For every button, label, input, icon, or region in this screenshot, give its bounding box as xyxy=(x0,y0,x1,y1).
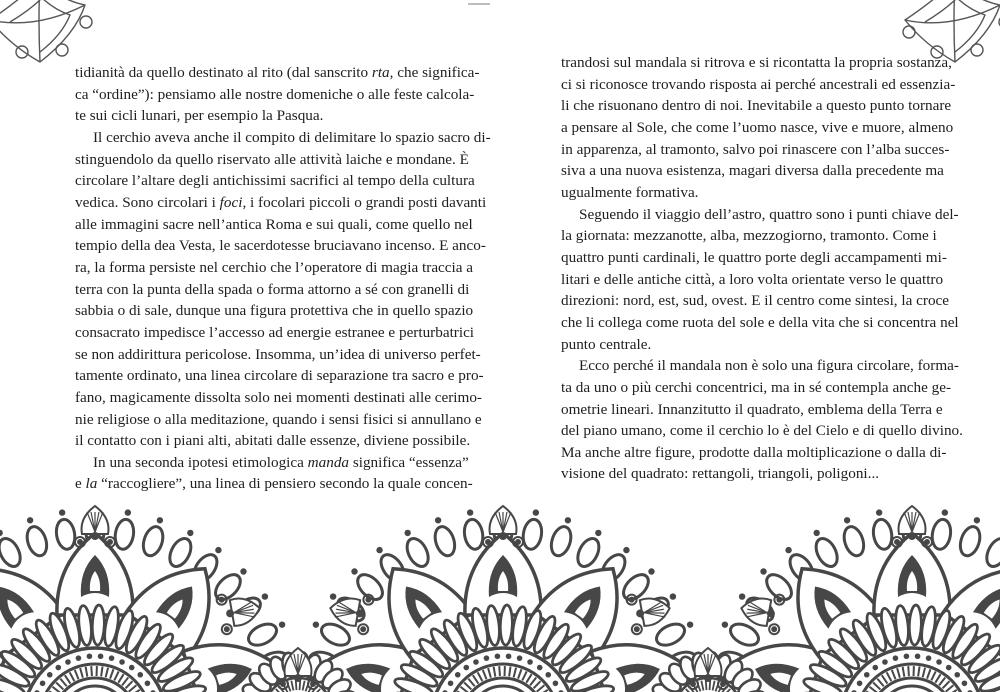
text-line: il contatto con i piani alti, abitati dalle essenze, diviene possibile. xyxy=(75,432,471,450)
text-line: tidianità da quello destinato al rito (dal sanscrito rta, che significa- xyxy=(75,64,480,81)
text-line: direzioni: nord, est, sud, ovest. E il centro come sintesi, la croce xyxy=(561,292,950,310)
text-line: a pensare al Sole, che come l’uomo nasce, vive e muore, almeno xyxy=(561,118,954,136)
text-line: nie religiose o alla meditazione, quando i sensi fisici si annullano e xyxy=(75,410,482,428)
text-line: fano, magicamente dissolta solo nei momenti destinati alle cerimo- xyxy=(75,388,482,406)
left-page-text xyxy=(75,62,491,495)
text-line: ci si riconosce trovando risposta ai perché ancestrali ed essenzia- xyxy=(561,75,956,93)
text-line: se non addirittura pericolose. Insomma, un’idea di universo perfet- xyxy=(75,345,481,363)
text-line: siva a una nuova esistenza, magari diversa dalla precedente ma xyxy=(561,162,944,180)
text-line: circolare l’altare degli antichissimi sacrifici al tempo della cultura xyxy=(75,172,475,190)
text-line: ra, la forma persiste nel cerchio che l’operatore di magia traccia a xyxy=(75,258,474,276)
right-page-text xyxy=(561,52,963,485)
text-line: alle immagini sacre nell’antica Roma e sui quali, come quello nel xyxy=(75,215,473,233)
text-line: ometrie lineari. Innanzitutto il quadrato, emblema della Terra e xyxy=(561,400,943,418)
text-line: litari e delle antiche città, a loro volta orientate verso le quattro xyxy=(561,270,944,288)
text-line: In una seconda ipotesi etimologica manda significa “essenza” xyxy=(93,453,469,471)
text-line: del piano umano, come il cerchio lo è del Cielo e di quello divino. xyxy=(561,422,963,440)
text-line: che li collega come ruota del sole e della vita che si concentra nel xyxy=(561,313,959,331)
text-line: consacrato impedisce l’accesso ad energie estranee e perturbatrici xyxy=(75,323,475,341)
text-line: ta da uno o più cerchi concentrici, ma in sé contempla anche ge- xyxy=(561,378,952,396)
text-line: sabbia o di sale, dunque una figura protettiva che in quello spazio xyxy=(75,302,474,320)
text-line: la giornata: mezzanotte, alba, mezzogiorno, tramonto. Come i xyxy=(561,227,937,245)
mandala-border-icon xyxy=(0,495,1000,692)
text-line: li che risuonano dentro di noi. Inevitabile a questo punto tornare xyxy=(561,97,952,115)
text-line: stinguendolo da quello riservato alle attività laiche e mondane. È xyxy=(75,150,469,168)
text-line: in apparenza, al tramonto, salvo poi rinascere con l’alba succes- xyxy=(561,140,950,158)
text-line: terra con la punta della spada o forma attorno a sé con granelli di xyxy=(75,280,470,298)
text-line: Ma anche altre figure, prodotte dalla moltiplicazione o dalla di- xyxy=(561,443,947,461)
text-line: ugualmente formativa. xyxy=(561,183,699,201)
text-line: visione del quadrato: rettangoli, triangoli, poligoni... xyxy=(561,465,880,483)
text-line: e la “raccogliere”, una linea di pensiero secondo la quale concen- xyxy=(75,475,473,493)
text-line: te sui cicli lunari, per esempio la Pasqua. xyxy=(75,107,324,125)
text-line: quattro punti cardinali, le quattro porte degli accampamenti mi- xyxy=(561,248,947,266)
text-line: tempio della dea Vesta, le sacerdotesse bruciavano incenso. E anco- xyxy=(75,237,486,255)
text-line: trandosi sul mandala si ritrova e si ricontatta la propria sostanza, xyxy=(561,54,952,71)
text-line: Ecco perché il mandala non è solo una figura circolare, forma- xyxy=(579,357,959,375)
text-line: tamente ordinato, una linea circolare di separazione tra sacro e pro- xyxy=(75,367,484,385)
text-line: vedica. Sono circolari i foci, i focolari piccoli o grandi posti davanti xyxy=(75,193,487,211)
text-line: Il cerchio aveva anche il compito di delimitare lo spazio sacro di- xyxy=(93,128,491,146)
text-line: punto centrale. xyxy=(561,335,652,353)
text-line: ca “ordine”): pensiamo alle nostre domeniche o alle feste calcola- xyxy=(75,85,475,103)
text-line: Seguendo il viaggio dell’astro, quattro sono i punti chiave del- xyxy=(579,205,959,223)
